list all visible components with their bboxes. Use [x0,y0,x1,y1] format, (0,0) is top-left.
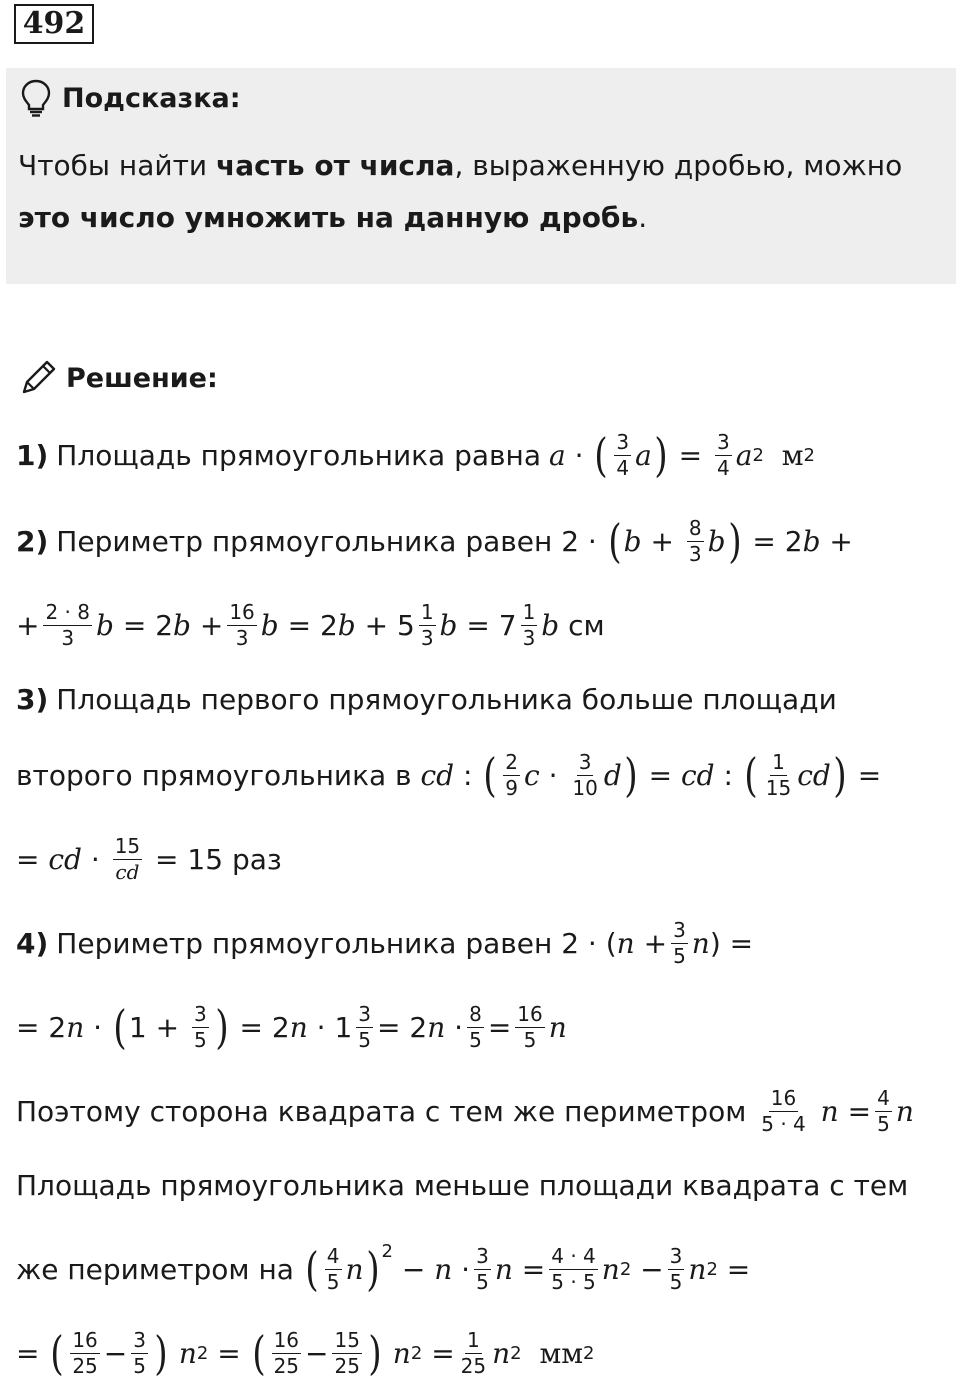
fraction: $\frac{8}{5}$ [469,1001,482,1052]
hint-bold-part: часть от числа [215,149,455,182]
step-4: 4) Периметр прямоугольника равен 2 · ( n + $\frac{3}{5}$ n ) = [16,917,754,968]
step-3-cont: второго прямоугольника в cd : ( $\frac{2}{9}$ c · $\frac{3}{10}$ d ) = cd : ( $\frac{1}{15}$ cd ) = [16,748,882,802]
task-number: 492 [14,4,94,44]
fraction: $\frac{16}{3}$ [229,599,255,650]
fraction: $\frac{4}{5}$ [326,1243,340,1294]
step-4-diff: же периметром на ( $\frac{4}{5}$ n ) $^2$ − n · $\frac{3}{5}$ n = $\frac{4 \cdot 4}{5 \cdot 5}$ n 2 − $\frac{3}{5}$ n 2 = [16,1240,751,1296]
fraction: $\frac{3}{5}$ [476,1243,489,1294]
fraction: $\frac{3}{5}$ [193,1001,207,1052]
hint-header [20,78,241,118]
fraction: $\frac{3}{5}$ [358,1001,372,1052]
fraction: $\frac{3}{5}$ [673,917,686,968]
step-text: = 15 раз [155,842,282,876]
step-number: 3) [16,682,49,716]
fraction: $\frac{1}{15}$ [765,749,792,800]
step-text: Периметр прямоугольника равен 2 [56,524,580,558]
fraction: $\frac{16}{25}$ [72,1327,98,1378]
hint-text-part: , выраженную дробью, можно [454,149,903,182]
unit: мм [539,1336,583,1370]
fraction: $\frac{1}{25}$ [460,1327,487,1378]
step-4-cont: = 2 n · ( 1 + $\frac{3}{5}$ ) = 2 n · 1 $\frac{3}{5}$ = 2 n · $\frac{8}{5}$ = $\frac{16}{5}$ n [16,1000,567,1054]
step-2: 2) Периметр прямоугольника равен 2 · ( b + $\frac{8}{3}$ b ) = 2 b + [16,514,853,568]
step-number: 2) [16,524,49,558]
solution-header [18,356,218,400]
math: a [549,438,566,472]
step-text: Периметр прямоугольника равен 2 [56,926,580,960]
step-text: Площадь прямоугольника меньше площади квадрата с тем [16,1168,909,1202]
fraction: $\frac{8}{3}$ [688,515,702,566]
fraction: $\frac{1}{3}$ [522,599,536,650]
step-4-square-side: Поэтому сторона квадрата с тем же периметром $\frac{16}{5 \cdot 4}$ n = $\frac{4}{5}$ n [16,1085,914,1136]
fraction: $\frac{3}{4}$ [616,429,630,480]
fraction: $\frac{16}{25}$ [273,1327,300,1378]
hint-text-part: Чтобы найти [18,149,216,182]
pencil-icon [18,358,58,398]
step-text: второго прямоугольника в [16,758,412,792]
fraction: $\frac{3}{10}$ [572,749,598,800]
fraction: $\frac{2}{9}$ [505,749,518,800]
step-4-text [16,1150,908,1220]
fraction: $\frac{4}{5}$ [877,1085,890,1136]
step-2-cont: + $\frac{2 \cdot 8}{3}$ b = 2 b + $\frac{16}{3}$ b = 2 b + 5 $\frac{1}{3}$ b = 7 $\frac{1}{3}$ b см [16,599,605,650]
fraction: $\frac{15}{cd}$ [114,833,141,884]
fraction: $\frac{1}{3}$ [420,599,434,650]
fraction: $\frac{2 \cdot 8}{3}$ [45,599,90,650]
hint-bold-part: это число умножить на данную дробь [18,201,639,234]
solution-title: Решение: [66,362,218,394]
fraction: $\frac{16}{5}$ [517,1001,543,1052]
fraction: $\frac{15}{25}$ [334,1327,360,1378]
fraction: $\frac{16}{5 \cdot 4}$ [761,1085,806,1136]
step-3 [16,664,837,734]
step-text: Поэтому сторона квадрата с тем же периметром [16,1094,747,1128]
step-3-result: = cd · $\frac{15}{cd}$ = 15 раз [16,833,282,884]
fraction: $\frac{3}{5}$ [669,1243,683,1294]
fraction: $\frac{3}{4}$ [717,429,730,480]
step-text: же периметром на [16,1252,294,1286]
hint-title: Подсказка: [62,82,241,114]
hint-text-part: . [638,201,648,234]
step-1: 1) Площадь прямоугольника равна a · ( $\frac{3}{4}$ a ) = $\frac{3}{4}$ a 2 м 2 [16,428,815,482]
step-4-result: = ( $\frac{16}{25}$ − $\frac{3}{5}$ ) n 2 = ( $\frac{16}{25}$ − $\frac{15}{25}$ ) n 2 = $\frac{1}{25}$ n 2 мм 2 [16,1326,595,1380]
lightbulb-icon [20,78,52,118]
unit: см [568,608,605,642]
step-text: Площадь прямоугольника равна [56,438,542,472]
step-number: 4) [16,926,49,960]
step-number: 1) [16,438,49,472]
step-text: Площадь первого прямоугольника больше площади [56,682,837,716]
fraction: $\frac{3}{5}$ [133,1327,146,1378]
hint-box [6,68,956,284]
hint-text [18,140,938,244]
fraction: $\frac{4 \cdot 4}{5 \cdot 5}$ [551,1243,596,1294]
unit: м [781,438,804,472]
